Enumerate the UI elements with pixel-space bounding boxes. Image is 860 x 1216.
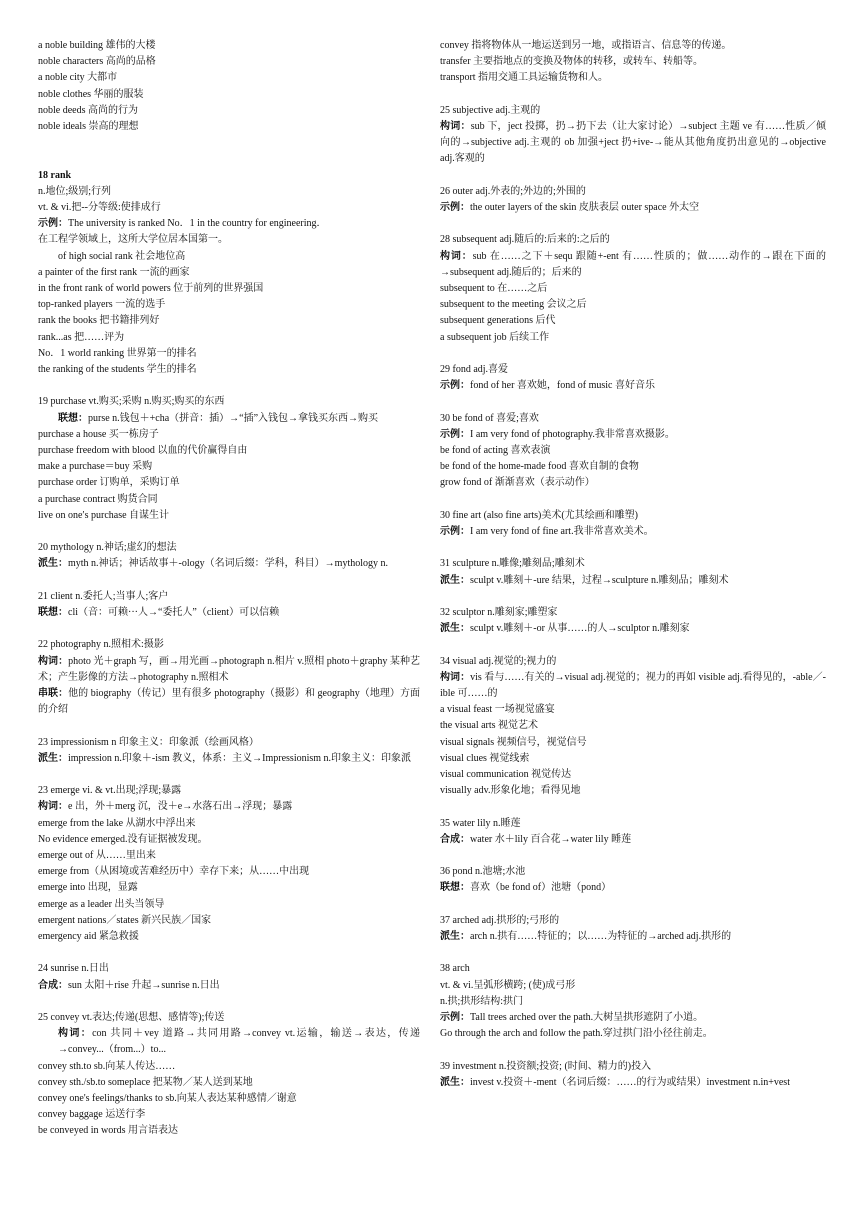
- wordbuild-text: sub 在……之下＋sequ 跟随+-ent 有……性质的；做……动作的→跟在下面的→subsequent adj.随后的；后来的: [440, 250, 827, 278]
- example-text: Tall trees arched over the path.大树呈拱形遮阴了小道。: [470, 1011, 704, 1023]
- phrase-line: a painter of the first rank 一流的画家: [38, 266, 190, 278]
- derivation-line: [440, 621, 826, 637]
- wordbuild-line: [440, 249, 826, 281]
- phrase-line: convey sth./sb.to someplace 把某物／某人送到某地: [38, 1076, 253, 1088]
- phrase-line: be fond of the home-made food 喜欢自制的食物: [440, 461, 639, 473]
- example-line: [440, 200, 826, 216]
- entry-heading: 39 investment n.投资额;投资; (时间、精力的)投入: [440, 1060, 652, 1072]
- phrase-line: purchase freedom with blood 以血的代价赢得自由: [38, 445, 248, 457]
- phrase-line: emerge from the lake 从湖水中浮出来: [38, 817, 196, 829]
- wordbuild-label: 构词：: [38, 801, 68, 813]
- derivation-label: 派生：: [440, 930, 470, 942]
- series-text: 他的 biography（传记）里有很多 photography（摄影）和 geography（地理）方面的介绍: [38, 688, 420, 716]
- phrase-line: top-ranked players 一流的选手: [38, 299, 166, 311]
- entry-heading: 18 rank: [38, 169, 72, 181]
- derivation-line: [440, 1075, 826, 1091]
- derivation-label: 派生：: [440, 623, 470, 635]
- phrase-line: purchase order 订购单，采购订单: [38, 477, 180, 489]
- entry-heading: 23 emerge vi. & vt.出现;浮现;暴露: [38, 785, 182, 797]
- assoc-label: 联想：: [440, 882, 470, 894]
- series-line: [38, 686, 420, 718]
- assoc-text: cli（音：可赖···人→“委托人”（client）可以信赖: [68, 607, 280, 619]
- wordbuild-line: [38, 799, 420, 815]
- phrase-line: live on one′s purchase 自谋生计: [38, 509, 170, 521]
- entry-pos: vt. & vi.把--分等级:使排成行: [38, 202, 161, 213]
- example-text: the outer layers of the skin 皮肤表层 outer space 外太空: [470, 202, 700, 213]
- example-label: 示例：: [38, 218, 68, 230]
- phrase-line: visual communication 视觉传达: [440, 769, 572, 780]
- entry-heading: 35 water lily n.睡莲: [440, 817, 521, 829]
- example-line: [440, 427, 826, 443]
- phrase-line: the visual arts 视觉艺术: [440, 720, 539, 732]
- phrase-line: a purchase contract 购货合同: [38, 493, 158, 505]
- wordbuild-text: sub 下，ject 投掷，扔→扔下去（让大家讨论）→subject 主题 ve 有……性质／倾向的→subjective adj.主观的 ob 加强+ject 扔+ive-→能从其他角度扔出意见的→objective adj.客观的: [440, 121, 827, 165]
- phrase-line: rank...as 把……评为: [38, 331, 125, 343]
- derivation-text: invest v.投资＋-ment（名词后缀：……的行为或结果）investment n.in+vest: [470, 1076, 790, 1088]
- compound-text: water 水＋lily 百合花→water lily 睡莲: [470, 833, 632, 845]
- phrase-line: in the front rank of world powers 位于前列的世界强国: [38, 283, 264, 295]
- wordbuild-label: 构词：: [58, 1028, 93, 1040]
- phrase-line: visually adv.形象化地；看得见地: [440, 785, 581, 797]
- entry-heading: 32 sculptor n.雕刻家;雕塑家: [440, 606, 558, 618]
- entry-pos: n.拱;拱形结构:拱门: [440, 995, 524, 1007]
- phrase-line: subsequent generations 后代: [440, 315, 556, 327]
- phrase-line: No evidence emerged.没有证据被发现。: [38, 833, 208, 845]
- entry-heading: 20 mythology n.神话;虚幻的想法: [38, 542, 177, 554]
- phrase-line: a noble building 雄伟的大楼: [38, 40, 156, 51]
- phrase-line: convey baggage 运送行李: [38, 1109, 146, 1121]
- phrase-line: be conveyed in words 用言语表达: [38, 1125, 178, 1137]
- example-text: I am very fond of fine art.我非常喜欢美术。: [470, 526, 654, 537]
- entry-pos: n.地位;级别;行列: [38, 185, 112, 197]
- right-column: [440, 38, 826, 1091]
- example-label: 示例：: [440, 428, 470, 440]
- wordbuild-text: photo 光＋graph 写，画→用光画→photograph n.相片 v.照相 photo＋graphy 某种艺术；产生影像的方法→photography n.照相术: [38, 655, 420, 683]
- phrase-line: purchase a house 买一栋房子: [38, 428, 159, 440]
- example-text: fond of her 喜欢她，fond of music 喜好音乐: [470, 380, 655, 392]
- phrase-line: emergent nations／states 新兴民族／国家: [38, 914, 212, 926]
- example-line: [440, 378, 826, 394]
- wordbuild-label: 构词：: [440, 121, 471, 132]
- series-label: 串联：: [38, 688, 69, 700]
- phrase-line: noble deeds 高尚的行为: [38, 104, 138, 116]
- assoc-text: purse n.钱包＋+cha（拼音：插）→“插”入钱包→拿钱买东西→购买: [88, 412, 379, 424]
- assoc-label: 联想：: [38, 607, 68, 619]
- wordbuild-line: [38, 654, 420, 686]
- compound-label: 合成：: [440, 833, 470, 845]
- derivation-line: [38, 751, 420, 767]
- phrase-line: of high social rank 社会地位高: [58, 250, 186, 262]
- entry-heading: 26 outer adj.外表的;外边的;外围的: [440, 185, 586, 197]
- note-line: transport 指用交通工具运输货物和人。: [440, 72, 609, 84]
- assoc-line: [38, 605, 420, 621]
- phrase-line: No．1 world ranking 世界第一的排名: [38, 347, 197, 359]
- wordbuild-text: e 出，外＋merg 沉，没＋e→水落石出→浮现；暴露: [68, 801, 293, 813]
- wordbuild-line: [38, 1026, 420, 1058]
- derivation-label: 派生：: [440, 1076, 470, 1088]
- phrase-line: subsequent to 在……之后: [440, 283, 548, 294]
- entry-heading: 29 fond adj.喜爱: [440, 364, 509, 375]
- phrase-line: noble characters 高尚的品格: [38, 56, 156, 68]
- phrase-line: visual clues 视觉线索: [440, 752, 530, 764]
- entry-heading: 25 convey vt.表达;传递(思想、感情等);传送: [38, 1012, 225, 1024]
- derivation-text: sculpt v.雕刻＋-or 从事……的人→sculptor n.雕刻家: [470, 623, 690, 635]
- left-column: [38, 38, 420, 1140]
- assoc-line: [38, 411, 420, 427]
- wordbuild-text: con 共同＋vey 道路→共同用路→convey vt.运输，输送→表达，传递→convey...（from...）to...: [58, 1028, 420, 1056]
- entry-heading: 38 arch: [440, 963, 470, 975]
- phrase-line: noble clothes 华丽的服装: [38, 88, 144, 100]
- derivation-label: 派生：: [38, 558, 68, 570]
- example-translation: 在工程学领域上，这所大学位居本国第一。: [38, 234, 228, 246]
- assoc-label: 联想：: [58, 412, 88, 424]
- derivation-line: [38, 556, 420, 572]
- compound-line: [440, 832, 826, 848]
- derivation-label: 派生：: [38, 752, 68, 764]
- phrase-line: grow fond of 渐渐喜欢（表示动作）: [440, 477, 595, 489]
- entry-heading: 30 be fond of 喜爱;喜欢: [440, 412, 539, 424]
- compound-line: [38, 978, 420, 994]
- phrase-line: rank the books 把书籍排列好: [38, 315, 160, 327]
- entry-heading: 36 pond n.池塘;水池: [440, 866, 526, 878]
- entry-heading: 24 sunrise n.日出: [38, 963, 109, 975]
- assoc-line: [440, 880, 826, 896]
- example-text: I am very fond of photography.我非常喜欢摄影。: [470, 428, 675, 440]
- entry-heading: 22 photography n.照相术:摄影: [38, 639, 164, 651]
- phrase-line: the ranking of the students 学生的排名: [38, 364, 197, 376]
- phrase-line: noble ideals 崇高的理想: [38, 121, 139, 133]
- derivation-label: 派生：: [440, 574, 470, 586]
- derivation-text: impression n.印象＋-ism 教义，体系：主义→Impressionism n.印象主义：印象派: [68, 752, 412, 764]
- phrase-line: be fond of acting 喜欢表演: [440, 445, 551, 456]
- entry-heading: 23 impressionism n 印象主义：印象派（绘画风格）: [38, 736, 259, 748]
- entry-heading: 25 subjective adj.主观的: [440, 104, 541, 116]
- entry-heading: 21 client n.委托人;当事人;客户: [38, 590, 169, 602]
- phrase-line: a visual feast 一场视觉盛宴: [440, 704, 555, 716]
- entry-heading: 30 fine art (also fine arts)美术(尤其绘画和雕塑): [440, 509, 639, 521]
- wordbuild-label: 构词：: [38, 655, 69, 667]
- entry-heading: 28 subsequent adj.随后的:后来的:之后的: [440, 234, 610, 246]
- wordbuild-text: vis 看与……有关的→visual adj.视觉的；视力的再如 visible adj.看得见的，-able／-ible 可……的: [440, 671, 826, 699]
- compound-label: 合成：: [38, 979, 68, 991]
- example-line: Go through the arch and follow the path.穿过拱门沿小径往前走。: [440, 1028, 713, 1040]
- phrase-line: convey sth.to sb.向某人传达……: [38, 1060, 176, 1072]
- assoc-text: 喜欢（be fond of）池塘（pond）: [470, 882, 612, 894]
- derivation-text: sculpt v.雕刻＋-ure 结果，过程→sculpture n.雕刻品；雕刻术: [470, 574, 729, 586]
- phrase-line: convey one's feelings/thanks to sb.向某人表达某种感情／谢意: [38, 1093, 297, 1105]
- example-label: 示例：: [440, 202, 470, 213]
- phrase-line: emerge from（从困境或苦难经历中）幸存下来；从……中出现: [38, 866, 310, 878]
- phrase-line: make a purchase＝buy 采购: [38, 461, 153, 473]
- example-line: [440, 1010, 826, 1026]
- entry-heading: 19 purchase vt.购买;采购 n.购买;购买的东西: [38, 396, 225, 408]
- note-line: transfer 主要指地点的变换及物体的转移，或转车、转船等。: [440, 56, 704, 68]
- phrase-line: a noble city 大都市: [38, 72, 118, 84]
- example-label: 示例：: [440, 1011, 470, 1023]
- wordbuild-line: [440, 119, 826, 168]
- example-line: [38, 216, 420, 232]
- example-line: [440, 524, 826, 540]
- example-text: The university is ranked No．1 in the country for engineering．: [68, 218, 327, 230]
- phrase-line: emergency aid 紧急救援: [38, 931, 139, 943]
- wordbuild-line: [440, 670, 826, 702]
- example-label: 示例：: [440, 380, 470, 392]
- derivation-line: [440, 573, 826, 589]
- wordbuild-label: 构词：: [440, 250, 473, 262]
- phrase-line: visual signals 视频信号，视觉信号: [440, 736, 587, 748]
- phrase-line: emerge into 出现，显露: [38, 882, 138, 894]
- derivation-text: myth n.神话；神话故事＋-ology（名词后缀：学科，科目）→mythology n.: [68, 558, 388, 570]
- entry-heading: 37 arched adj.拱形的;弓形的: [440, 914, 560, 926]
- note-line: convey 指将物体从一地运送到另一地，或指语言、信息等的传递。: [440, 40, 732, 51]
- phrase-line: emerge out of 从……里出来: [38, 850, 156, 862]
- entry-pos: vt. & vi.呈弧形横跨; (使)成弓形: [440, 979, 576, 991]
- entry-heading: 34 visual adj.视觉的;视力的: [440, 655, 557, 667]
- compound-text: sun 太阳＋rise 升起→sunrise n.日出: [68, 979, 220, 991]
- phrase-line: subsequent to the meeting 会议之后: [440, 299, 587, 311]
- entry-heading: 31 sculpture n.雕像;雕刻品;雕刻术: [440, 558, 585, 570]
- derivation-text: arch n.拱有……特征的；以……为特征的→arched adj.拱形的: [470, 930, 732, 942]
- phrase-line: emerge as a leader 出头当领导: [38, 898, 165, 910]
- phrase-line: a subsequent job 后续工作: [440, 331, 550, 343]
- example-label: 示例：: [440, 526, 470, 537]
- wordbuild-label: 构词：: [440, 671, 471, 683]
- derivation-line: [440, 929, 826, 945]
